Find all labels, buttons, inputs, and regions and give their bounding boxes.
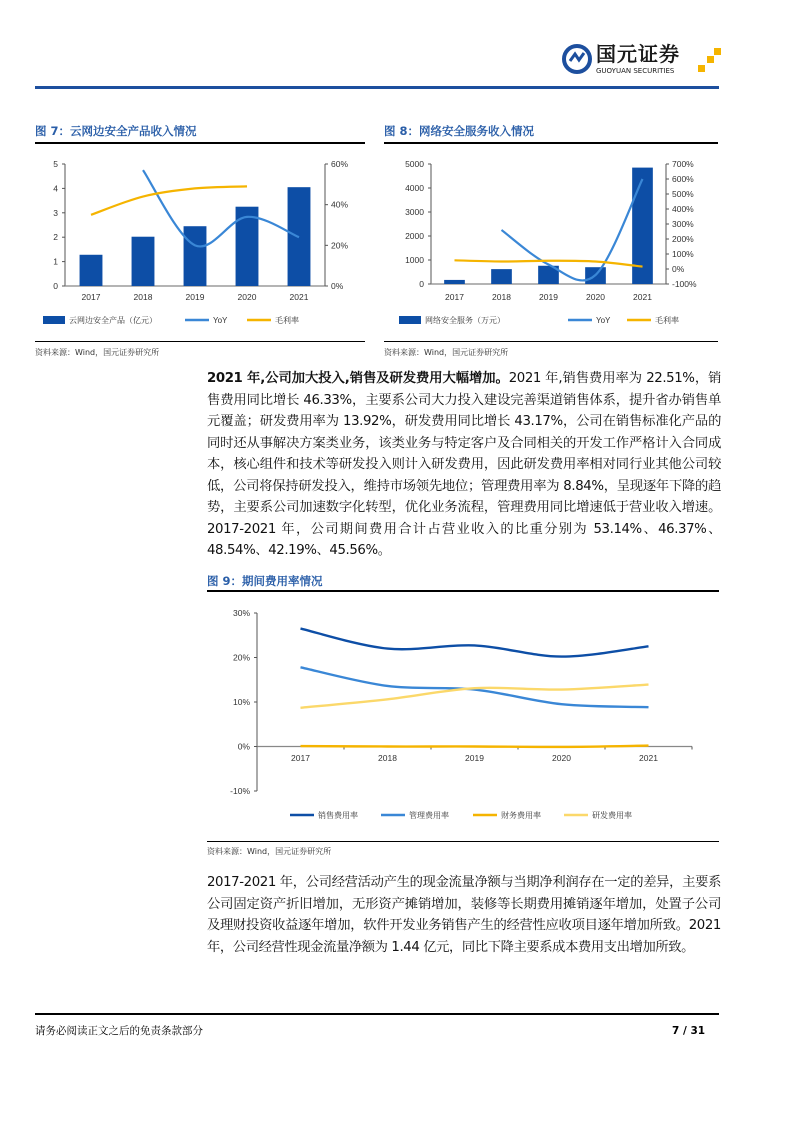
- page-number: 7 / 31: [672, 1025, 706, 1037]
- line-series-1: [143, 170, 299, 246]
- logo-squares-icon: [696, 48, 722, 74]
- x-tick-label: 2020: [552, 753, 571, 763]
- fig7-title-rule: [35, 142, 365, 144]
- legend-label: 网络安全服务（万元）: [425, 316, 505, 325]
- x-tick-label: 2019: [465, 753, 484, 763]
- legend-swatch: [399, 316, 421, 324]
- footer-disclaimer: 请务必阅读正文之后的免责条款部分: [35, 1025, 203, 1037]
- bar-2017: [444, 280, 465, 284]
- paragraph-expenses-lead: 2021 年,公司加大投入,销售及研发费用大幅增加。: [207, 371, 509, 386]
- fig7-source: 资料来源：Wind，国元证券研究所: [35, 348, 160, 357]
- fig8-title: 图 8：网络安全服务收入情况: [384, 124, 535, 138]
- fig8-source: 资料来源：Wind，国元证券研究所: [384, 348, 509, 357]
- fig9-title: 图 9：期间费用率情况: [207, 574, 323, 588]
- left-tick-label: 4: [53, 183, 58, 194]
- right-tick-label: 100%: [672, 249, 694, 259]
- header-divider: [35, 86, 719, 89]
- x-tick-label: 2017: [291, 753, 310, 763]
- right-tick-label: 500%: [672, 189, 694, 199]
- logo-text-en: GUOYUAN SECURITIES: [596, 67, 675, 75]
- left-tick-label: -10%: [230, 786, 250, 796]
- left-tick-label: 4000: [405, 183, 424, 193]
- right-tick-label: 400%: [672, 204, 694, 214]
- legend-label: YoY: [596, 316, 611, 325]
- fig9-title-rule: [207, 590, 719, 592]
- bar-2018: [491, 269, 512, 284]
- x-tick-label: 2021: [289, 292, 309, 302]
- left-tick-label: 3: [53, 207, 58, 218]
- right-tick-label: 200%: [672, 234, 694, 244]
- bar-2018: [132, 237, 155, 286]
- line-series-3: [301, 685, 649, 708]
- fig8-source-rule: [384, 341, 718, 342]
- x-tick-label: 2017: [445, 292, 464, 302]
- right-tick-label: -100%: [672, 279, 697, 289]
- bar-2019: [184, 226, 207, 286]
- line-series-2: [301, 746, 649, 747]
- right-tick-label: 700%: [672, 159, 694, 169]
- right-tick-label: 20%: [331, 240, 349, 251]
- paragraph-expenses-body: 2021 年,销售费用率为 22.51%，销售费用同比增长 46.33%，主要系公司大力投入建设完善渠道销售体系，提升省办销售单元覆盖；研发费用率为 13.92%，研发费用同比增长 43.17%，公司在销售标准化产品的同时还从事解决方案类业务，该类业务与特定客户及合同相关的开发工作严格计入合同成本，核心组件和技术等研发投入则计入研发费用，因此研发费用率相对同行业其他公司较低，公司将保持研发投入，维持市场领先地位；管理费用率为 8.84%，呈现逐年下降的趋势，主要系公司加速数字化转型，优化业务流程，管理费用同比增速低于营业收入增速。2017-2021 年，公司期间费用合计占营业收入的比重分别为 53.14%、46.37%、48.54%、42.19%、45.56%。: [207, 371, 722, 558]
- left-tick-label: 3000: [405, 207, 424, 217]
- right-tick-label: 40%: [331, 199, 349, 210]
- legend-label: 研发费用率: [592, 811, 632, 820]
- left-tick-label: 5000: [405, 159, 424, 169]
- legend-label: 毛利率: [655, 316, 679, 325]
- logo-emblem-icon: [562, 44, 592, 74]
- fig9-source: 资料来源：Wind，国元证券研究所: [207, 847, 332, 856]
- x-tick-label: 2021: [633, 292, 652, 302]
- legend-label: 销售费用率: [318, 811, 358, 820]
- legend-label: 财务费用率: [501, 811, 541, 820]
- x-tick-label: 2020: [586, 292, 605, 302]
- x-tick-label: 2019: [539, 292, 558, 302]
- x-tick-label: 2019: [185, 292, 205, 302]
- paragraph-expenses: [207, 368, 721, 562]
- left-tick-label: 0: [53, 281, 58, 291]
- right-tick-label: 600%: [672, 174, 694, 184]
- right-tick-label: 60%: [331, 159, 349, 169]
- right-tick-label: 0%: [331, 281, 344, 291]
- left-tick-label: 30%: [232, 608, 250, 618]
- legend-label: 毛利率: [275, 316, 299, 325]
- left-tick-label: 0%: [237, 741, 250, 752]
- x-tick-label: 2018: [133, 292, 153, 302]
- x-tick-label: 2017: [81, 292, 101, 302]
- legend-label: 云网边安全产品（亿元）: [69, 316, 157, 325]
- logo-text-cn: 国元证券: [596, 42, 680, 66]
- left-tick-label: 2000: [405, 231, 424, 241]
- fig7-title: 图 7：云网边安全产品收入情况: [35, 124, 197, 138]
- legend-swatch: [43, 316, 65, 324]
- left-tick-label: 0: [419, 279, 424, 289]
- fig7-source-rule: [35, 341, 365, 342]
- x-tick-label: 2018: [378, 753, 397, 763]
- footer-divider: [35, 1013, 719, 1015]
- left-tick-label: 2: [53, 232, 58, 243]
- right-tick-label: 300%: [672, 219, 694, 229]
- left-tick-label: 1: [53, 256, 58, 267]
- bar-2017: [80, 255, 103, 286]
- fig7-chart: [35, 150, 365, 330]
- line-series-1: [502, 179, 643, 280]
- left-tick-label: 5: [53, 159, 58, 169]
- left-tick-label: 1000: [405, 255, 424, 265]
- line-series-0: [301, 629, 649, 657]
- fig9-source-rule: [207, 841, 719, 842]
- x-tick-label: 2018: [492, 292, 511, 302]
- left-tick-label: 10%: [232, 697, 250, 707]
- left-tick-label: 20%: [232, 652, 250, 663]
- right-tick-label: 0%: [672, 264, 685, 274]
- x-tick-label: 2020: [237, 292, 257, 302]
- x-tick-label: 2021: [639, 753, 658, 763]
- legend-label: YoY: [213, 316, 228, 325]
- fig8-chart: [384, 150, 718, 330]
- guoyuan-logo: [562, 44, 722, 80]
- paragraph-cashflow: 2017-2021 年，公司经营活动产生的现金流量净额与当期净利润存在一定的差异，主要系公司固定资产折旧增加，无形资产摊销增加，装修等长期费用摊销逐年增加，处置子公司及理财投资收益逐年增加，软件开发业务销售产生的经营性应收项目逐年增加所致。2021 年，公司经营性现金流量净额为 1.44 亿元，同比下降主要系成本费用支出增加所致。: [207, 875, 721, 955]
- line-series-2: [91, 186, 247, 214]
- legend-label: 管理费用率: [409, 811, 449, 820]
- fig8-title-rule: [384, 142, 718, 144]
- fig9-chart: [207, 597, 719, 833]
